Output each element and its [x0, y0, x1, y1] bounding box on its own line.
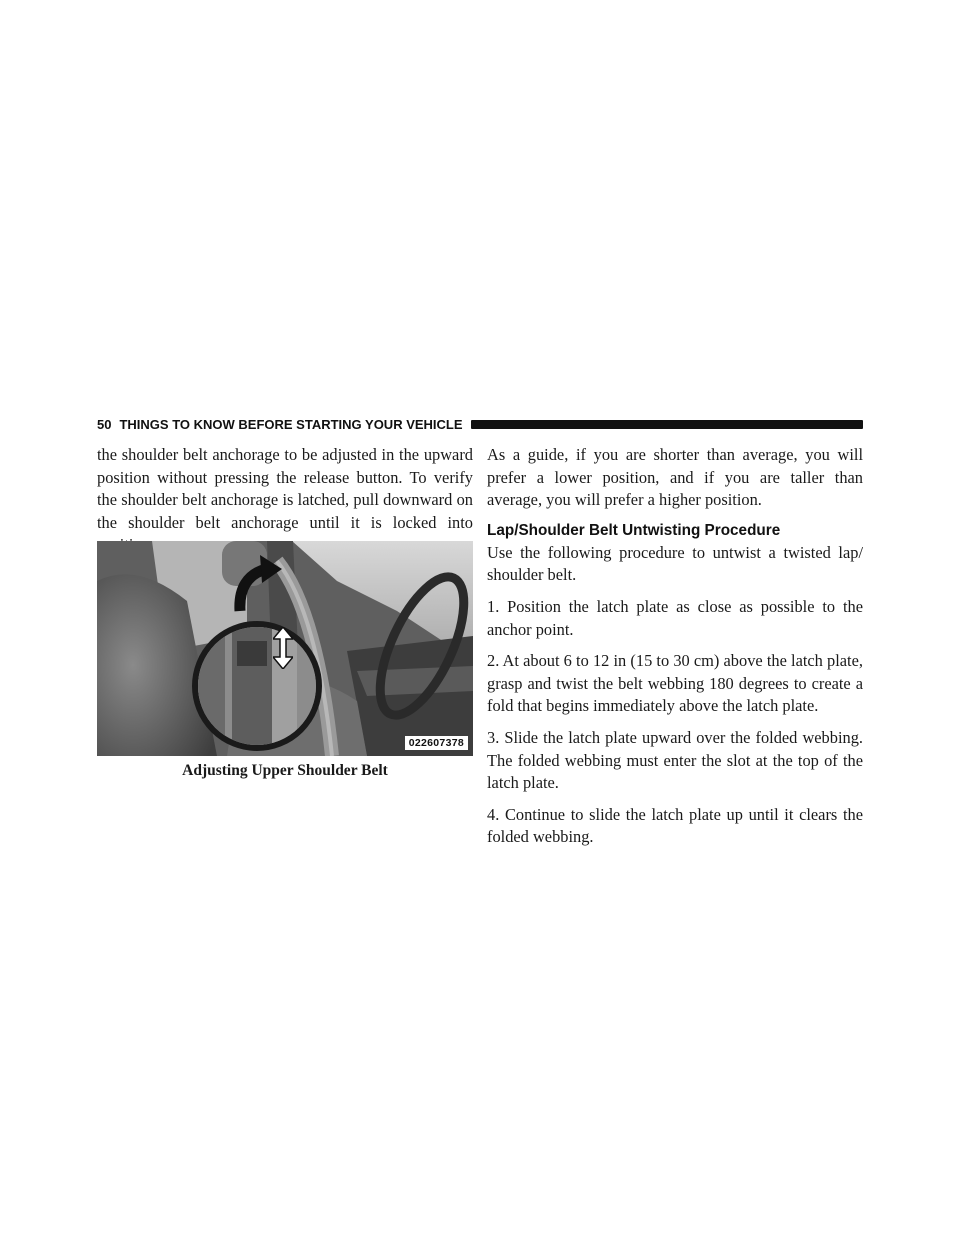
header-rule	[471, 420, 863, 429]
step-2: 2. At about 6 to 12 in (15 to 30 cm) above the latch plate, grasp and twist the belt webbing 180 degrees to create a fold that begins immediately above the latch plate.	[487, 651, 863, 716]
step-4: 4. Continue to slide the latch plate up until it clears the folded webbing.	[487, 804, 863, 847]
curved-up-arrow-icon	[232, 555, 284, 613]
lead-paragraph: Use the following procedure to untwist a twisted lap/ shoulder belt.	[487, 542, 863, 585]
subheading: Lap/Shoulder Belt Untwisting Procedure	[487, 521, 781, 539]
page-header	[97, 414, 863, 434]
page-number: 50	[97, 416, 112, 432]
figure-code: 022607378	[405, 736, 468, 750]
step-3: 3. Slide the latch plate upward over the folded webbing. The folded webbing must enter the slot at the top of the latch plate.	[487, 727, 863, 793]
section-title: THINGS TO KNOW BEFORE STARTING YOUR VEHICLE	[119, 416, 463, 432]
figure-caption: Adjusting Upper Shoulder Belt	[182, 762, 388, 779]
double-headed-arrow-icon	[273, 627, 293, 669]
step-1: 1. Position the latch plate as close as possible to the anchor point.	[487, 596, 863, 639]
figure-seat-belt-photo	[97, 541, 473, 756]
intro-paragraph: As a guide, if you are shorter than average, you will prefer a lower position, and if you are taller than average, you will prefer a higher position.	[487, 445, 863, 510]
right-column	[487, 444, 863, 858]
left-paragraph: the shoulder belt anchorage to be adjusted in the upward position without pressing the release button. To verify the shoulder belt anchorage is latched, pull downward on the shoulder belt anchorage until it is locked into	[97, 445, 473, 532]
